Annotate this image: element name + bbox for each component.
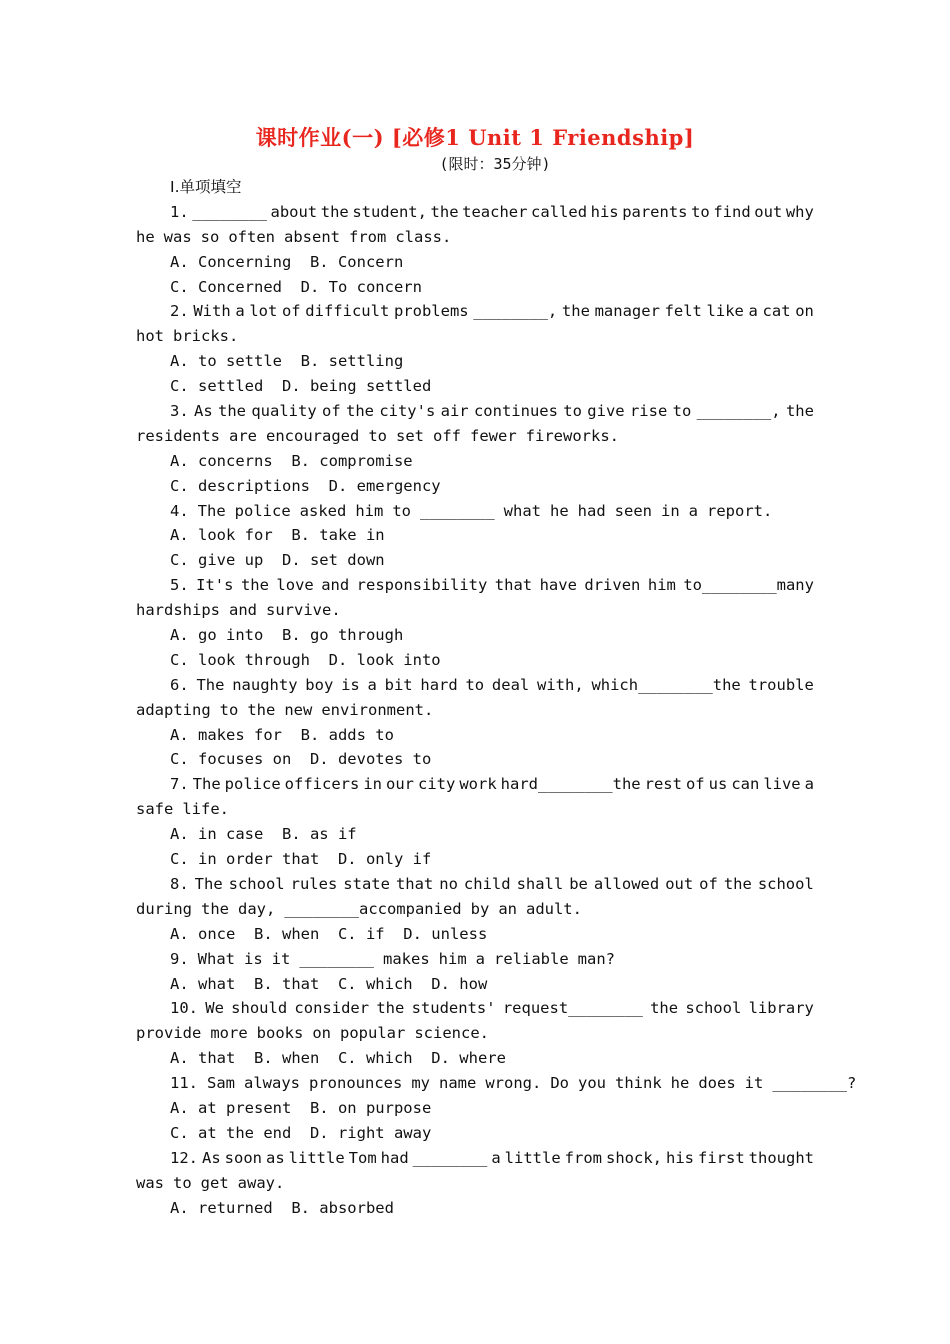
answer-options: A. once B. when C. if D. unless xyxy=(170,924,488,943)
page-title: 课时作业(一) [必修1 Unit 1 Friendship] xyxy=(255,125,695,150)
answer-options: C. in order that D. only if xyxy=(170,850,432,869)
question-stem-continued: during the day, ________accompanied by an adult. xyxy=(136,899,582,918)
question-item xyxy=(136,200,814,300)
exercise-content xyxy=(136,175,857,1220)
question-stem: 2. With a lot of difficult problems ________, the manager felt like a cat on xyxy=(170,302,814,321)
question-stem-continued: he was so often absent from class. xyxy=(136,227,452,246)
question-item xyxy=(136,772,814,872)
answer-options: C. Concerned D. To concern xyxy=(170,277,422,296)
answer-options: A. go into B. go through xyxy=(170,626,404,645)
answer-options: A. returned B. absorbed xyxy=(170,1198,394,1217)
question-item xyxy=(136,573,814,673)
question-stem: 12. As soon as little Tom had ________ a little from shock, his first thought xyxy=(170,1148,814,1167)
question-stem: 1. ________ about the student, the teacher called his parents to find out why xyxy=(170,202,814,221)
answer-options: A. to settle B. settling xyxy=(170,352,404,371)
question-item xyxy=(136,499,814,574)
question-stem-continued: hardships and survive. xyxy=(136,601,341,620)
question-stem-continued: was to get away. xyxy=(136,1173,285,1192)
question-stem: 7. The police officers in our city work hard________the rest of us can live a xyxy=(170,775,814,794)
answer-options: A. in case B. as if xyxy=(170,825,357,844)
answer-options: C. look through D. look into xyxy=(170,650,441,669)
question-item xyxy=(136,1071,857,1146)
answer-options: A. look for B. take in xyxy=(170,526,385,545)
time-limit: (限时：35分钟) xyxy=(439,155,551,173)
answer-options: C. descriptions D. emergency xyxy=(170,476,441,495)
question-item xyxy=(136,947,814,997)
question-stem: 11. Sam always pronounces my name wrong. Do you think he does it ________? xyxy=(170,1074,857,1093)
question-item xyxy=(136,996,814,1071)
question-item xyxy=(136,872,814,947)
question-stem: 4. The police asked him to ________ what he had seen in a report. xyxy=(170,501,773,520)
answer-options: A. makes for B. adds to xyxy=(170,725,394,744)
section-heading: Ⅰ.单项填空 xyxy=(170,178,242,196)
question-stem: 9. What is it ________ makes him a reliable man? xyxy=(170,949,615,968)
question-item xyxy=(136,399,814,499)
question-stem: 10. We should consider the students' request________ the school library xyxy=(170,999,814,1018)
question-stem: 5. It's the love and responsibility that have driven him to________many xyxy=(170,576,814,595)
question-stem-continued: provide more books on popular science. xyxy=(136,1024,489,1043)
question-item xyxy=(136,1146,814,1221)
question-stem-continued: residents are encouraged to set off fewer fireworks. xyxy=(136,426,619,445)
answer-options: C. give up D. set down xyxy=(170,551,385,570)
answer-options: A. Concerning B. Concern xyxy=(170,252,404,271)
answer-options: A. that B. when C. which D. where xyxy=(170,1049,506,1068)
answer-options: C. at the end D. right away xyxy=(170,1123,432,1142)
answer-options: A. at present B. on purpose xyxy=(170,1098,432,1117)
question-stem-continued: adapting to the new environment. xyxy=(136,700,434,719)
question-item xyxy=(136,299,814,399)
question-stem: 6. The naughty boy is a bit hard to deal with, which________the trouble xyxy=(170,675,814,694)
answer-options: C. settled D. being settled xyxy=(170,377,432,396)
answer-options: A. what B. that C. which D. how xyxy=(170,974,488,993)
question-stem: 8. The school rules state that no child shall be allowed out of the school xyxy=(170,874,814,893)
question-stem-continued: hot bricks. xyxy=(136,327,239,346)
question-stem-continued: safe life. xyxy=(136,800,229,819)
answer-options: C. focuses on D. devotes to xyxy=(170,750,432,769)
question-stem: 3. As the quality of the city's air continues to give rise to ________, the xyxy=(170,402,814,421)
answer-options: A. concerns B. compromise xyxy=(170,451,413,470)
question-item xyxy=(136,673,814,773)
